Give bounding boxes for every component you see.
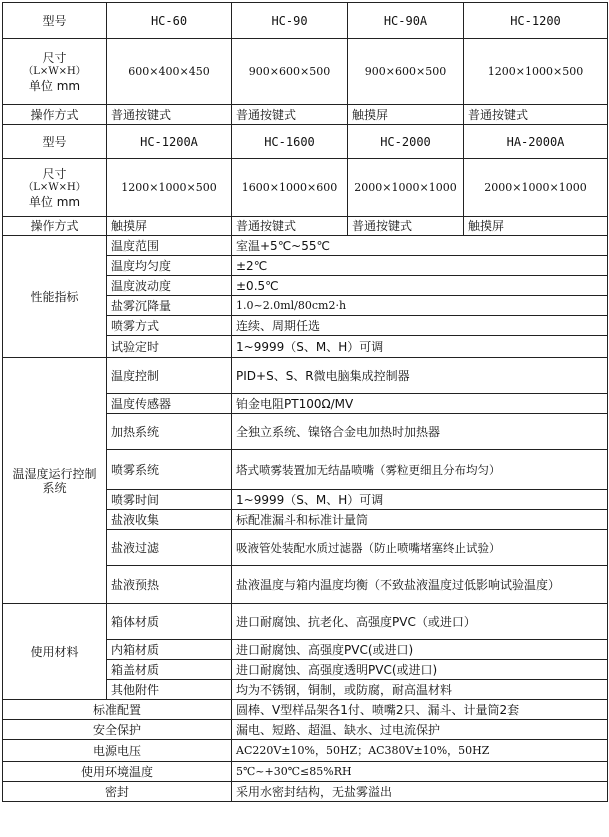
model-row-2: [3, 125, 608, 159]
operation-cell: 触摸屏: [464, 217, 608, 236]
spec-value: AC220V±10%，50HZ；AC380V±10%，50HZ: [232, 740, 608, 762]
operation-cell: 普通按键式: [464, 105, 608, 125]
model-cell: HC-90A: [348, 3, 464, 39]
spec-label: 温度波动度: [107, 276, 232, 296]
operation-label: 操作方式: [3, 217, 107, 236]
size-cell: 900×600×500: [348, 39, 464, 105]
spec-label: 盐液过滤: [107, 530, 232, 566]
operation-row-2: [3, 217, 608, 236]
spec-label: 喷雾系统: [107, 450, 232, 490]
operation-cell: 普通按键式: [348, 217, 464, 236]
spec-value: 采用水密封结构，无盐雾溢出: [232, 782, 608, 802]
group-label-materials: 使用材料: [3, 604, 107, 700]
spec-value: 标配准漏斗和标准计量筒: [232, 510, 608, 530]
group-label-performance: 性能指标: [3, 236, 107, 358]
spec-value: 1~9999（S、M、H）可调: [232, 336, 608, 358]
model-cell: HC-1200A: [107, 125, 232, 159]
spec-value: 圆棒、V型样品架各1付、喷嘴2只、漏斗、计量筒2套: [232, 700, 608, 720]
operation-cell: 普通按键式: [107, 105, 232, 125]
spec-row: [3, 700, 608, 720]
size-label-unit: 单位 mm: [28, 78, 81, 93]
size-cell: 900×600×500: [232, 39, 348, 105]
spec-label: 喷雾方式: [107, 316, 232, 336]
spec-row: [3, 236, 608, 256]
spec-label: 箱体材质: [107, 604, 232, 640]
spec-label: 试验定时: [107, 336, 232, 358]
spec-label: 标准配置: [3, 700, 232, 720]
spec-label: 喷雾时间: [107, 490, 232, 510]
operation-cell: 触摸屏: [348, 105, 464, 125]
spec-row: [3, 762, 608, 782]
model-cell: HC-1600: [232, 125, 348, 159]
operation-row-1: [3, 105, 608, 125]
spec-label: 使用环境温度: [3, 762, 232, 782]
spec-label: 温度均匀度: [107, 256, 232, 276]
spec-label: 其他附件: [107, 680, 232, 700]
size-cell: 1600×1000×600: [232, 159, 348, 217]
model-label: 型号: [3, 3, 107, 39]
size-label-dims: （L×W×H）: [23, 181, 86, 193]
spec-value: PID+S、S、R微电脑集成控制器: [232, 358, 608, 394]
model-cell: HA-2000A: [464, 125, 608, 159]
model-row-1: [3, 3, 608, 39]
size-label-unit: 单位 mm: [28, 194, 81, 209]
spec-label: 内箱材质: [107, 640, 232, 660]
size-cell: 1200×1000×500: [464, 39, 608, 105]
spec-value: ±0.5℃: [232, 276, 608, 296]
spec-table: [2, 2, 608, 802]
spec-label: 加热系统: [107, 414, 232, 450]
spec-label: 密封: [3, 782, 232, 802]
spec-value: 进口耐腐蚀、高强度透明PVC(或进口): [232, 660, 608, 680]
operation-cell: 触摸屏: [107, 217, 232, 236]
spec-row: [3, 604, 608, 640]
spec-value: ±2℃: [232, 256, 608, 276]
spec-label: 电源电压: [3, 740, 232, 762]
spec-value: 进口耐腐蚀、高强度PVC(或进口): [232, 640, 608, 660]
spec-label: 盐液收集: [107, 510, 232, 530]
spec-value: 漏电、短路、超温、缺水、过电流保护: [232, 720, 608, 740]
size-cell: 1200×1000×500: [107, 159, 232, 217]
spec-row: [3, 720, 608, 740]
spec-row: [3, 782, 608, 802]
size-label-title: 尺寸: [42, 50, 67, 65]
size-row-1: [3, 39, 608, 105]
spec-value: 均为不锈钢，铜制，或防腐，耐高温材料: [232, 680, 608, 700]
group-label-control-system: 温湿度运行控制系统: [3, 358, 107, 604]
spec-value: 进口耐腐蚀、抗老化、高强度PVC（或进口）: [232, 604, 608, 640]
size-label: [3, 159, 107, 217]
size-label: [3, 39, 107, 105]
spec-label: 箱盖材质: [107, 660, 232, 680]
size-cell: 2000×1000×1000: [464, 159, 608, 217]
model-cell: HC-1200: [464, 3, 608, 39]
model-label: 型号: [3, 125, 107, 159]
spec-row: [3, 740, 608, 762]
spec-value: 铂金电阻PT100Ω/MV: [232, 394, 608, 414]
spec-label: 温度传感器: [107, 394, 232, 414]
size-label-title: 尺寸: [42, 166, 67, 181]
size-cell: 600×400×450: [107, 39, 232, 105]
operation-label: 操作方式: [3, 105, 107, 125]
size-cell: 2000×1000×1000: [348, 159, 464, 217]
spec-value: 室温+5℃~55℃: [232, 236, 608, 256]
spec-value: 5℃~+30℃≤85%RH: [232, 762, 608, 782]
spec-value: 塔式喷雾装置加无结晶喷嘴（雾粒更细且分布均匀）: [232, 450, 608, 490]
size-label-dims: （L×W×H）: [23, 65, 86, 77]
spec-value: 吸液管处装配水质过滤器（防止喷嘴堵塞终止试验）: [232, 530, 608, 566]
spec-value: 盐液温度与箱内温度均衡（不致盐液温度过低影响试验温度）: [232, 566, 608, 604]
spec-label: 温度控制: [107, 358, 232, 394]
spec-label: 温度范围: [107, 236, 232, 256]
model-cell: HC-2000: [348, 125, 464, 159]
spec-row: [3, 358, 608, 394]
size-row-2: [3, 159, 608, 217]
model-cell: HC-60: [107, 3, 232, 39]
spec-label: 安全保护: [3, 720, 232, 740]
spec-value: 1.0~2.0ml/80cm2·h: [232, 296, 608, 316]
spec-label: 盐雾沉降量: [107, 296, 232, 316]
operation-cell: 普通按键式: [232, 105, 348, 125]
spec-value: 连续、周期任选: [232, 316, 608, 336]
operation-cell: 普通按键式: [232, 217, 348, 236]
spec-label: 盐液预热: [107, 566, 232, 604]
model-cell: HC-90: [232, 3, 348, 39]
spec-value: 全独立系统、镍铬合金电加热时加热器: [232, 414, 608, 450]
spec-value: 1~9999（S、M、H）可调: [232, 490, 608, 510]
